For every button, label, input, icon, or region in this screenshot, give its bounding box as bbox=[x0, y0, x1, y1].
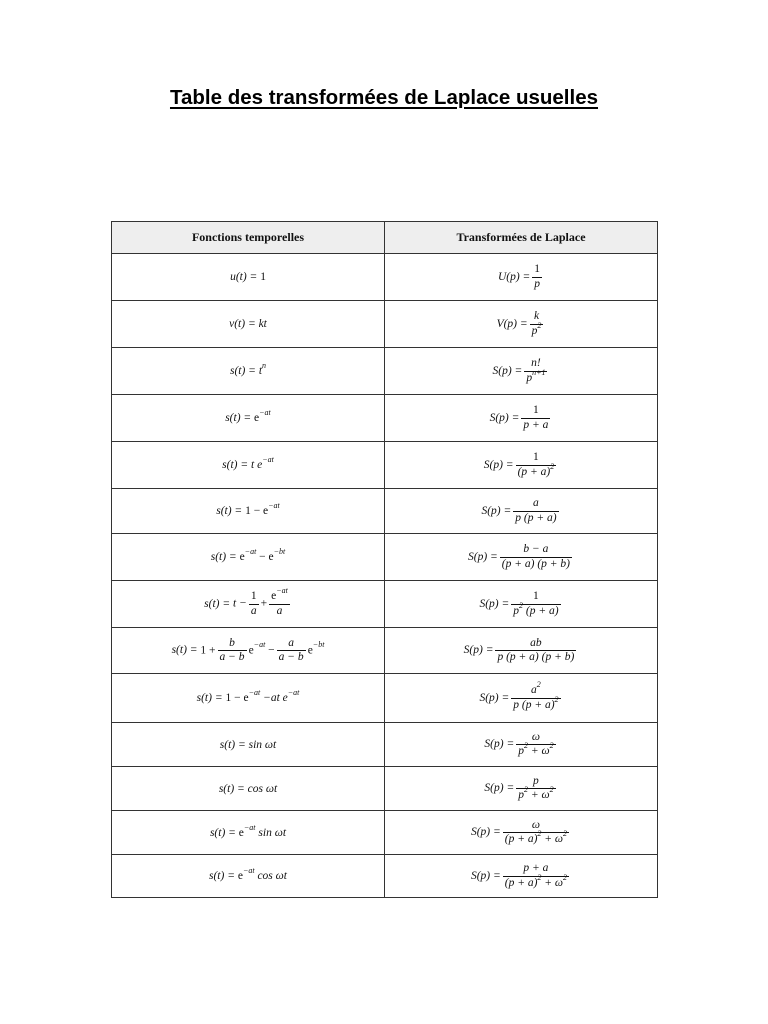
laplace-cell bbox=[385, 723, 658, 767]
time-exponent: −at bbox=[242, 866, 255, 876]
fraction bbox=[521, 404, 550, 431]
denominator-exponent: n+1 bbox=[532, 367, 546, 377]
time-rhs: sin ωt bbox=[248, 738, 277, 751]
laplace-lhs: S(p) = bbox=[481, 504, 512, 517]
numerator: p bbox=[533, 774, 539, 787]
time-pre: 1 − e bbox=[245, 505, 269, 517]
laplace-lhs: S(p) = bbox=[484, 738, 515, 751]
denominator: p bbox=[534, 277, 541, 290]
time-function-cell bbox=[112, 348, 385, 395]
time-function-cell bbox=[112, 674, 385, 723]
time-rhs: 1 bbox=[260, 271, 266, 283]
time-pre: 1 + bbox=[200, 644, 216, 657]
laplace-lhs: S(p) = bbox=[470, 869, 501, 882]
time-lhs: s(t) = bbox=[225, 412, 252, 424]
denominator-exponent: 2 bbox=[550, 461, 555, 471]
numerator: n! bbox=[531, 357, 541, 370]
time-base: t bbox=[258, 365, 263, 377]
time-mid: −at e bbox=[260, 692, 288, 704]
time-lhs: s(t) = bbox=[171, 644, 198, 657]
numerator-base: a bbox=[531, 684, 537, 697]
numerator: 1 bbox=[534, 263, 541, 276]
laplace-cell bbox=[385, 301, 658, 348]
table-row bbox=[112, 348, 658, 395]
time-function-cell bbox=[112, 301, 385, 348]
time-post: sin ωt bbox=[255, 826, 287, 839]
denominator-base: (p + a) bbox=[517, 465, 551, 478]
time-rhs: kt bbox=[258, 318, 267, 330]
laplace-cell bbox=[385, 581, 658, 628]
denominator bbox=[511, 694, 560, 712]
denominator-exponent: 2 bbox=[554, 694, 559, 704]
time-lhs: s(t) = bbox=[196, 692, 223, 704]
fraction bbox=[516, 731, 555, 758]
numerator: 1 bbox=[533, 404, 539, 417]
denominator: a − b bbox=[278, 651, 304, 663]
table-row bbox=[112, 811, 658, 855]
time-term-b: − e bbox=[256, 551, 274, 563]
denominator: (p + a) (p + b) bbox=[501, 557, 570, 570]
laplace-lhs: S(p) = bbox=[483, 458, 514, 471]
table-row bbox=[112, 628, 658, 674]
table-row bbox=[112, 534, 658, 581]
minus-sign: − bbox=[268, 644, 275, 657]
denominator-exponent-a: 2 bbox=[523, 741, 528, 751]
laplace-cell bbox=[385, 811, 658, 855]
fraction bbox=[532, 263, 542, 290]
denominator-term-a: p bbox=[518, 789, 524, 801]
time-function-cell bbox=[112, 254, 385, 301]
laplace-lhs: S(p) = bbox=[470, 826, 501, 839]
time-term-a: e bbox=[239, 551, 245, 563]
numerator: ω bbox=[531, 730, 540, 743]
denominator bbox=[516, 461, 557, 479]
time-exponent: −at bbox=[262, 455, 274, 465]
time-rhs: cos ωt bbox=[247, 782, 278, 795]
fraction bbox=[495, 637, 576, 664]
time-post: cos ωt bbox=[254, 870, 287, 882]
laplace-cell bbox=[385, 395, 658, 442]
table-row bbox=[112, 581, 658, 628]
laplace-lhs: V(p) = bbox=[496, 317, 528, 330]
denominator-exponent-b: 2 bbox=[549, 741, 554, 751]
denominator bbox=[524, 367, 547, 385]
table-row bbox=[112, 489, 658, 534]
table-row bbox=[112, 442, 658, 489]
fraction bbox=[269, 586, 290, 617]
denominator-term-a: (p + a) bbox=[504, 876, 538, 889]
numerator: 1 bbox=[533, 590, 539, 603]
laplace-lhs: U(p) = bbox=[497, 270, 531, 283]
time-exponent-a: −at bbox=[244, 547, 257, 557]
table-row bbox=[112, 254, 658, 301]
laplace-lhs: S(p) = bbox=[489, 411, 520, 424]
time-lhs: s(t) = bbox=[219, 738, 246, 751]
laplace-lhs: S(p) = bbox=[492, 364, 523, 377]
denominator-exponent-a: 2 bbox=[537, 829, 542, 839]
numerator: 1 bbox=[533, 451, 539, 464]
fraction bbox=[277, 637, 306, 664]
fraction bbox=[500, 543, 572, 570]
time-function-cell bbox=[112, 628, 385, 674]
denominator-exponent-a: 2 bbox=[537, 872, 542, 882]
time-lhs: s(t) = bbox=[209, 826, 236, 839]
laplace-table bbox=[111, 221, 658, 898]
denominator bbox=[503, 829, 569, 846]
numerator: 1 bbox=[250, 590, 257, 603]
numerator: k bbox=[533, 310, 540, 323]
laplace-lhs: S(p) = bbox=[479, 691, 510, 704]
denominator-term-b: + ω bbox=[541, 876, 564, 889]
time-function-cell bbox=[112, 811, 385, 855]
time-function-cell bbox=[112, 767, 385, 811]
table-row bbox=[112, 855, 658, 898]
denominator-exponent: 2 bbox=[537, 320, 542, 330]
exp-term-2: e bbox=[307, 644, 313, 657]
time-lhs: s(t) = bbox=[204, 597, 231, 610]
numerator: p + a bbox=[523, 862, 549, 875]
numerator: ω bbox=[531, 818, 540, 831]
laplace-cell bbox=[385, 534, 658, 581]
time-lhs: s(t) = bbox=[216, 505, 243, 517]
denominator: p (p + a) bbox=[515, 511, 557, 524]
time-pre: t e bbox=[251, 459, 263, 471]
table-row bbox=[112, 767, 658, 811]
numerator bbox=[269, 586, 290, 603]
fraction bbox=[513, 497, 558, 524]
numerator-exponent: −at bbox=[276, 586, 288, 596]
time-lhs: s(t) = bbox=[229, 365, 256, 377]
fraction bbox=[530, 310, 544, 337]
denominator-exponent-a: 2 bbox=[523, 785, 528, 795]
time-exponent: −at bbox=[259, 408, 271, 418]
time-base: e bbox=[254, 412, 260, 424]
table-row bbox=[112, 301, 658, 348]
time-lhs: s(t) = bbox=[210, 551, 237, 563]
fraction bbox=[218, 637, 247, 664]
denominator-rest: (p + a) bbox=[523, 604, 559, 617]
time-function-cell bbox=[112, 581, 385, 628]
fraction bbox=[503, 819, 569, 846]
denominator-base: p (p + a) bbox=[513, 698, 555, 711]
numerator: a bbox=[288, 636, 295, 649]
laplace-lhs: S(p) = bbox=[484, 782, 515, 795]
numerator bbox=[511, 680, 560, 697]
time-exponent-1: −at bbox=[248, 688, 261, 698]
denominator-term-b: + ω bbox=[527, 745, 550, 757]
denominator-base: p bbox=[531, 324, 538, 337]
fraction bbox=[516, 775, 555, 802]
laplace-lhs: S(p) = bbox=[467, 550, 498, 563]
denominator: a bbox=[269, 604, 290, 618]
header-laplace-transforms: Transformées de Laplace bbox=[385, 222, 658, 254]
time-function-cell bbox=[112, 534, 385, 581]
table-row bbox=[112, 723, 658, 767]
fraction bbox=[511, 680, 560, 711]
fraction bbox=[524, 357, 547, 384]
table-row bbox=[112, 395, 658, 442]
numerator: b bbox=[229, 636, 235, 649]
page-title: Table des transformées de Laplace usuelles bbox=[169, 86, 599, 109]
denominator bbox=[511, 600, 560, 618]
laplace-cell bbox=[385, 767, 658, 811]
time-exponent-b: −bt bbox=[273, 547, 286, 557]
exp-term-2-exponent: −bt bbox=[312, 640, 325, 650]
time-pre: e bbox=[237, 870, 243, 882]
numerator: ab bbox=[530, 636, 542, 649]
time-exponent-2: −at bbox=[287, 688, 300, 698]
time-lhs: s(t) = bbox=[209, 870, 235, 882]
laplace-lhs: S(p) = bbox=[479, 597, 510, 610]
numerator: a bbox=[533, 497, 539, 510]
laplace-cell bbox=[385, 855, 658, 898]
header-time-functions: Fonctions temporelles bbox=[112, 222, 385, 254]
time-lhs: u(t) = bbox=[230, 271, 258, 283]
denominator bbox=[516, 785, 555, 802]
denominator-exponent-b: 2 bbox=[563, 829, 568, 839]
time-pre: t − bbox=[233, 597, 247, 610]
laplace-lhs: S(p) = bbox=[463, 644, 494, 657]
fraction bbox=[503, 862, 569, 889]
laplace-cell bbox=[385, 674, 658, 723]
time-function-cell bbox=[112, 442, 385, 489]
time-exponent: n bbox=[262, 361, 267, 371]
denominator bbox=[516, 741, 555, 758]
denominator: p (p + a) (p + b) bbox=[497, 651, 575, 663]
time-lhs: v(t) = bbox=[229, 318, 256, 330]
denominator bbox=[503, 872, 569, 890]
denominator: p + a bbox=[523, 418, 549, 431]
time-function-cell bbox=[112, 489, 385, 534]
table-row bbox=[112, 674, 658, 723]
time-pre: 1 − e bbox=[225, 692, 249, 704]
numerator-base: e bbox=[271, 590, 277, 603]
denominator-term-a: (p + a) bbox=[504, 833, 538, 845]
denominator: a − b bbox=[219, 651, 245, 663]
denominator-base: p bbox=[513, 604, 519, 617]
denominator-exponent-b: 2 bbox=[563, 872, 568, 882]
laplace-cell bbox=[385, 628, 658, 674]
plus-sign: + bbox=[260, 597, 268, 610]
laplace-cell bbox=[385, 442, 658, 489]
laplace-cell bbox=[385, 348, 658, 395]
denominator-term-b: + ω bbox=[541, 833, 564, 845]
time-lhs: s(t) = bbox=[222, 459, 249, 471]
time-exponent: −at bbox=[268, 501, 280, 511]
denominator bbox=[530, 320, 544, 338]
time-function-cell bbox=[112, 855, 385, 898]
denominator-term-a: p bbox=[518, 745, 524, 757]
denominator-base: p bbox=[526, 371, 533, 384]
denominator: a bbox=[250, 604, 257, 617]
time-function-cell bbox=[112, 395, 385, 442]
laplace-cell bbox=[385, 489, 658, 534]
denominator-exponent-b: 2 bbox=[549, 785, 554, 795]
laplace-cell bbox=[385, 254, 658, 301]
fraction bbox=[511, 590, 560, 617]
exp-term-1-exponent: −at bbox=[253, 640, 266, 650]
fraction bbox=[249, 590, 259, 617]
fraction bbox=[516, 451, 557, 478]
numerator: b − a bbox=[523, 543, 549, 556]
time-function-cell bbox=[112, 723, 385, 767]
time-lhs: s(t) = bbox=[218, 782, 245, 795]
numerator-exponent: 2 bbox=[536, 680, 541, 690]
time-exponent: −at bbox=[243, 822, 256, 832]
time-pre: e bbox=[238, 826, 244, 839]
exp-term-1: e bbox=[248, 644, 254, 657]
table-header-row bbox=[112, 222, 658, 254]
denominator-exponent: 2 bbox=[519, 600, 523, 610]
denominator-term-b: + ω bbox=[527, 789, 550, 801]
